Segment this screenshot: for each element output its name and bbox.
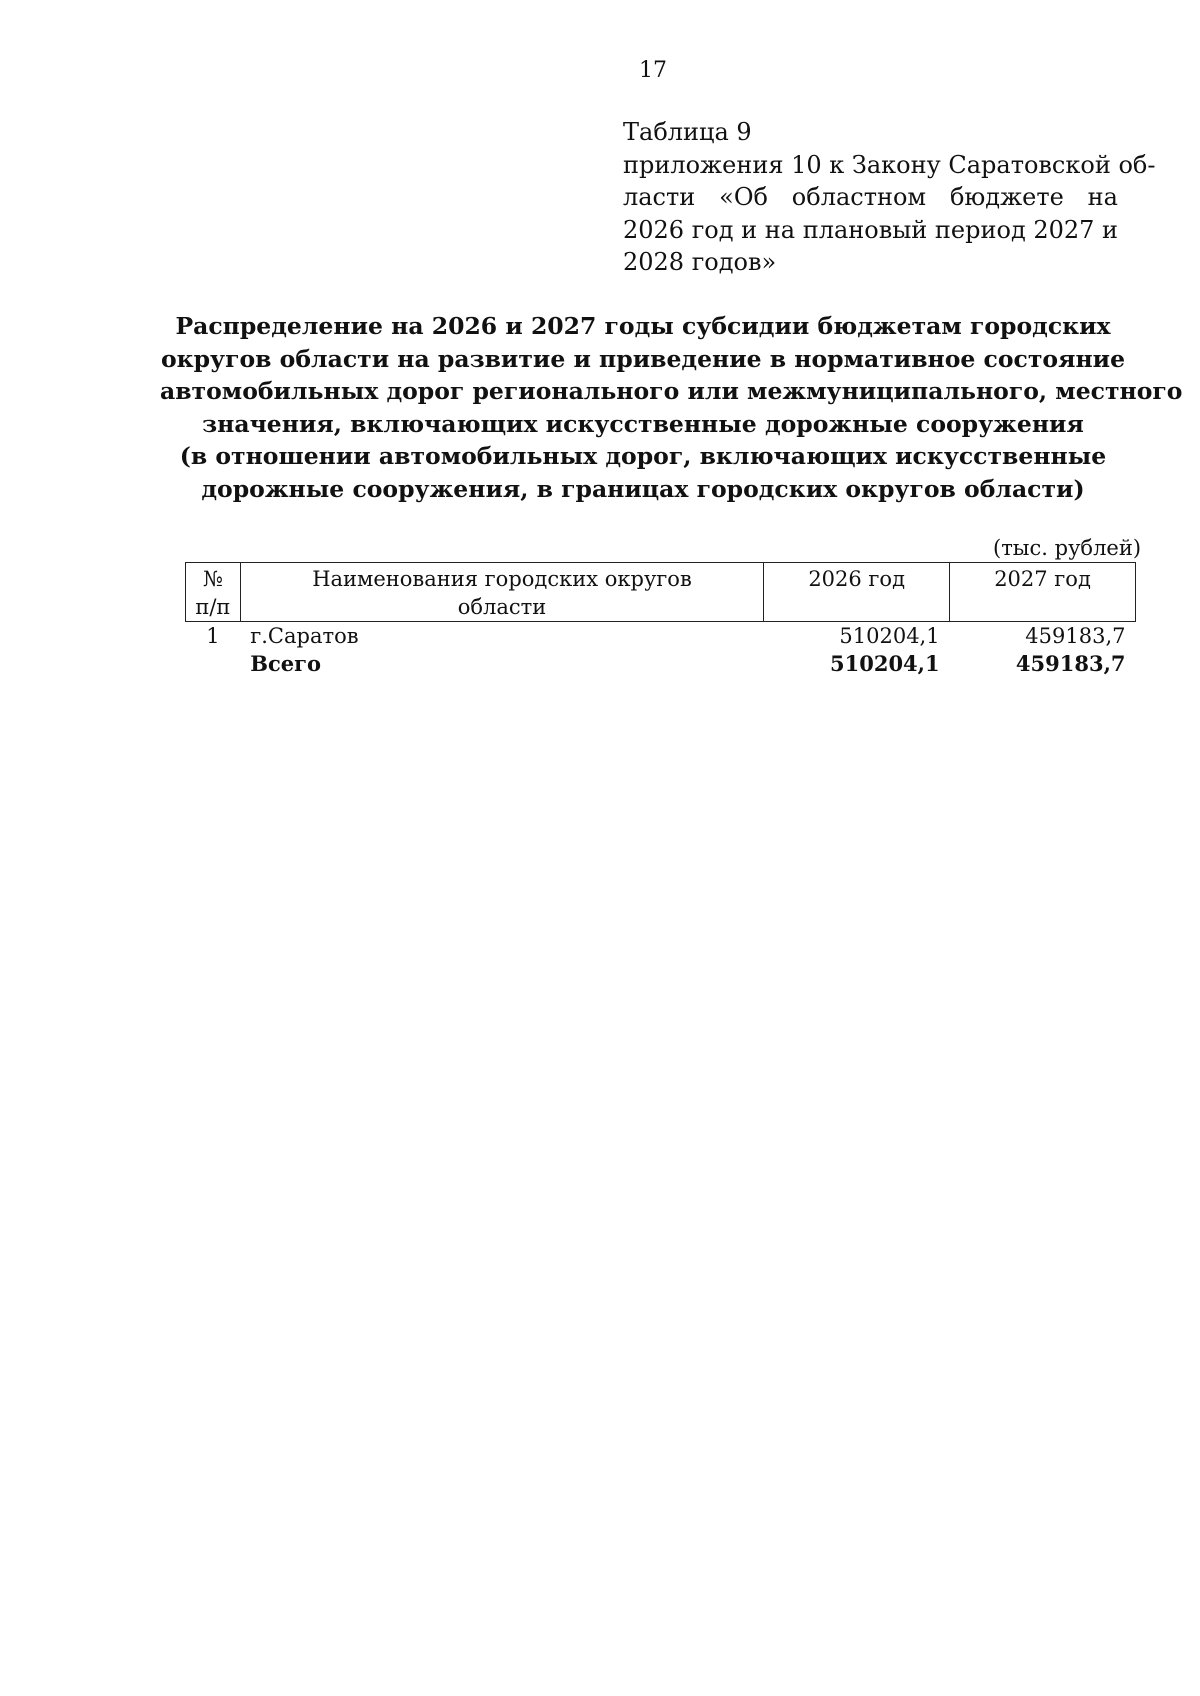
table-header-row [186, 563, 1136, 622]
total-value-2026: 510204,1 [830, 651, 940, 676]
table-title-line: значения, включающих искусственные дорожные сооружения [202, 409, 1084, 438]
header-number-line: п/п [195, 595, 231, 619]
table-title-line: (в отношении автомобильных дорог, включающих искусственные [179, 442, 1107, 470]
header-name [240, 563, 763, 622]
appendix-note-line: приложения 10 к Закону Саратовской об- [623, 150, 1156, 179]
units-label: (тыс. рублей) [993, 536, 1142, 560]
appendix-note-line: Таблица 9 [623, 118, 752, 146]
total-label: Всего [250, 651, 322, 676]
appendix-note-line: 2028 годов» [623, 248, 777, 276]
row-district-name: г.Саратов [250, 624, 359, 648]
header-year-2026: 2026 год [764, 563, 950, 622]
table-title-line: дорожные сооружения, в границах городских округов области) [201, 474, 1085, 503]
appendix-note-line: 2026 год и на плановый период 2027 и [623, 215, 1119, 244]
header-number [186, 563, 241, 622]
row-number: 1 [206, 624, 220, 648]
appendix-note-line: ласти «Об областном бюджете на [623, 183, 1118, 211]
row-value-2026: 510204,1 [839, 624, 940, 648]
header-name-line: области [457, 595, 547, 619]
table-title [160, 310, 1183, 505]
appendix-note [623, 116, 1156, 279]
table-row [186, 622, 1136, 651]
total-number-cell [186, 650, 241, 678]
header-name-line: Наименования городских округов [312, 567, 692, 591]
row-value-2027: 459183,7 [1025, 624, 1126, 648]
header-year-2027: 2027 год [950, 563, 1136, 622]
table-title-line: Распределение на 2026 и 2027 годы субсидии бюджетам городских [175, 312, 1111, 340]
table-title-line: автомобильных дорог регионального или межмуниципального, местного [160, 377, 1183, 405]
total-row [186, 650, 1136, 678]
subsidy-table [185, 562, 1136, 678]
page-number: 17 [639, 58, 667, 83]
header-number-line: № [202, 567, 223, 591]
total-value-2027: 459183,7 [1015, 651, 1126, 676]
table-title-line: округов области на развитие и приведение в нормативное состояние [160, 344, 1126, 373]
